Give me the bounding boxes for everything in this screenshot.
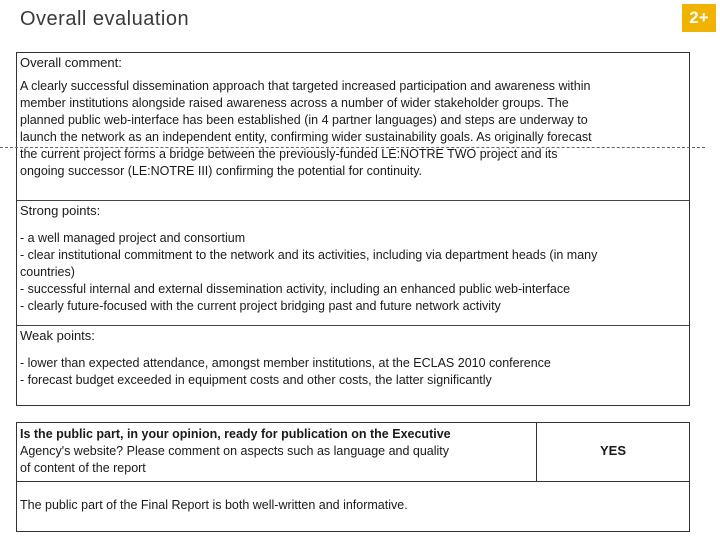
publication-question xyxy=(20,426,533,477)
strong-point-line: - clear institutional commitment to the network and its activities, including via department heads (in many xyxy=(20,248,598,262)
publication-question-row xyxy=(17,423,689,482)
weak-points-heading: Weak points: xyxy=(20,328,95,343)
strong-point-line: - successful internal and external dissemination activity, including an enhanced public web-interface xyxy=(20,282,571,296)
publication-question-line: Agency's website? Please comment on aspects such as language and quality xyxy=(20,444,450,458)
overall-comment-section xyxy=(17,53,689,201)
overall-comment-text xyxy=(20,78,686,180)
publication-question-line: Is the public part, in your opinion, ready for publication on the Executive xyxy=(20,427,451,441)
weak-point-line: - lower than expected attendance, amongst member institutions, at the ECLAS 2010 conference xyxy=(20,356,551,370)
overall-comment-line: the current project forms a bridge between the previously-funded LE:NOTRE TWO project and its xyxy=(20,147,558,161)
strong-points-heading: Strong points: xyxy=(20,203,101,218)
weak-points-text xyxy=(20,355,686,389)
publication-table xyxy=(16,422,690,532)
publication-question-cell xyxy=(17,423,537,481)
overall-comment-line: ongoing successor (LE:NOTRE III) confirming the potential for continuity. xyxy=(20,164,423,178)
publication-answer: YES xyxy=(599,443,626,458)
publication-comment: The public part of the Final Report is both well-written and informative. xyxy=(20,498,408,512)
strong-points-text xyxy=(20,230,686,315)
weak-point-line: - forecast budget exceeded in equipment costs and other costs, the latter significantly xyxy=(20,373,492,387)
overall-comment-line: launch the network as an independent entity, confirming wider sustainability goals. As originally forecast xyxy=(20,130,592,144)
publication-question-line: of content of the report xyxy=(20,461,146,475)
overall-comment-line: A clearly successful dissemination approach that targeted increased participation and awareness within xyxy=(20,79,591,93)
overall-comment-line: member institutions alongside raised awareness across a number of wider stakeholder groups. The xyxy=(20,96,569,110)
page-badge: 2+ xyxy=(682,4,716,32)
overall-comment-line: planned public web-interface has been established (in 4 partner languages) and steps are underway to xyxy=(20,113,588,127)
strong-point-line: - clearly future-focused with the current project bridging past and future network activity xyxy=(20,299,501,313)
weak-points-section xyxy=(17,326,689,391)
scan-artifact-divider xyxy=(0,147,705,148)
page-title: Overall evaluation xyxy=(20,8,190,30)
strong-point-line: countries) xyxy=(20,265,75,279)
strong-point-line: - a well managed project and consortium xyxy=(20,231,246,245)
evaluation-table xyxy=(16,52,690,406)
strong-points-section xyxy=(17,201,689,326)
overall-comment-heading: Overall comment: xyxy=(20,55,122,70)
